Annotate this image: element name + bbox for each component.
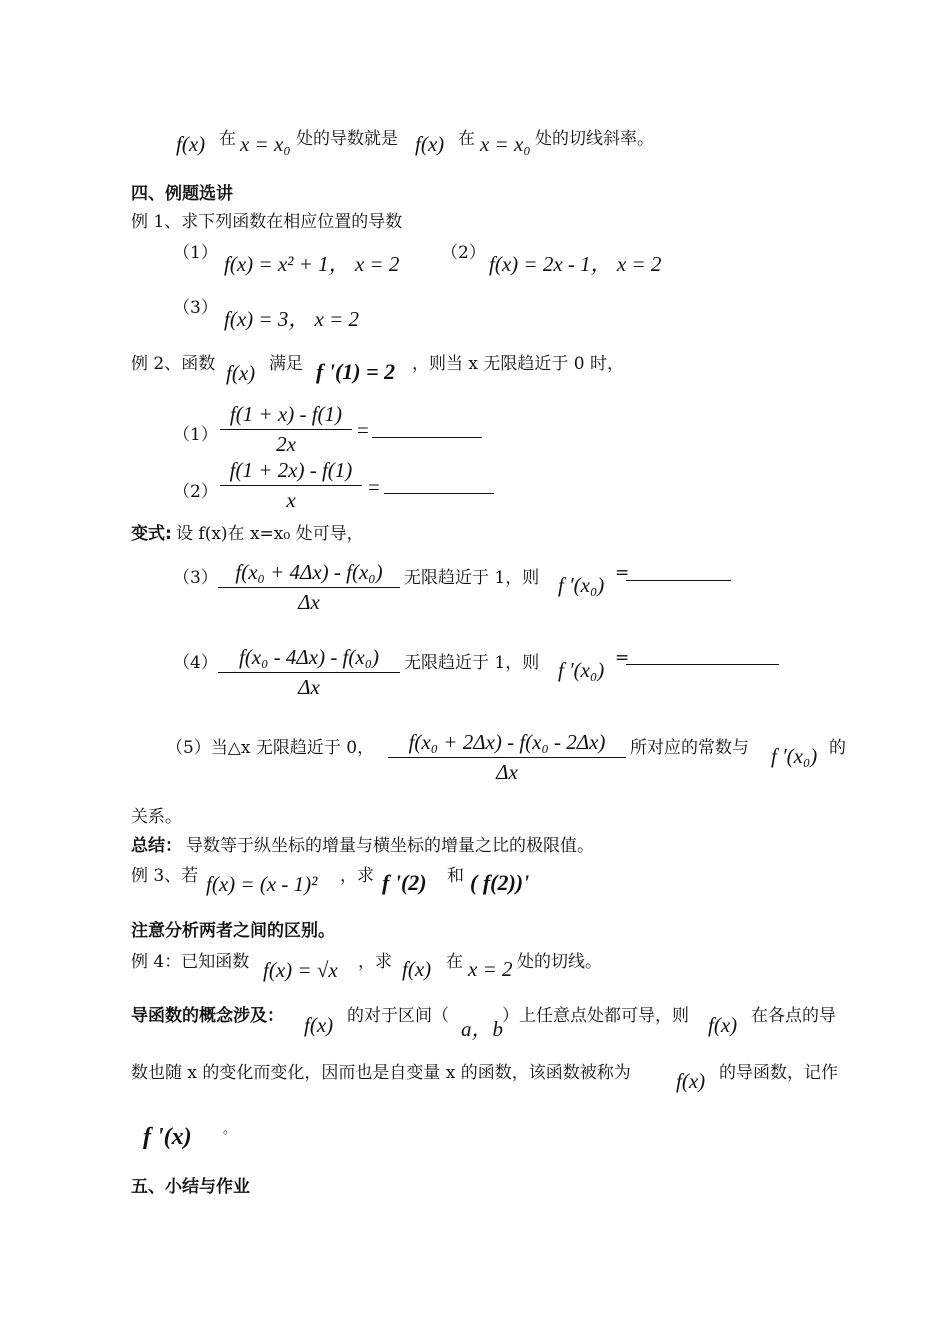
derivfn-t1: 的对于区间（ xyxy=(347,1006,449,1026)
ex3-expr: f(x) = (x - 1)² xyxy=(206,872,318,896)
ex4-fx: f(x) xyxy=(402,957,432,981)
ex2-q2-answer-blank[interactable] xyxy=(384,493,494,494)
derivfn-line2: 数也随 x 的变化而变化，因而也是自变量 x 的函数，该函数被称为 xyxy=(131,1063,631,1083)
variant-q5-numerator: f(x₀ + 2Δx) - f(x₀ - 2Δx) xyxy=(388,730,626,758)
variant-q4-mid: 无限趋近于 1，则 xyxy=(404,653,540,673)
derivfn-fx-1: f(x) xyxy=(304,1013,334,1037)
summary-text: 导数等于纵坐标的增量与横坐标的增量之比的极限值。 xyxy=(186,836,594,856)
derivfn-interval-ab: a，b xyxy=(461,1017,503,1041)
section-5-title: 五、小结与作业 xyxy=(131,1177,250,1197)
variant-q4-equals: = xyxy=(615,648,630,668)
ex3-f2-prime: ( f(2))' xyxy=(470,870,530,895)
derivfn-t4: 的导函数，记作 xyxy=(719,1063,838,1083)
ex2-q2-denominator: x xyxy=(286,488,296,512)
ex2-q1-label: （1） xyxy=(173,425,218,445)
ex2-post: ，则当 x 无限趋近于 0 时， xyxy=(412,354,625,374)
ex2-fx: f(x) xyxy=(226,361,256,385)
variant-q3-numerator: f(x₀ + 4Δx) - f(x₀) xyxy=(218,560,400,588)
derivfn-period: 。 xyxy=(223,1122,237,1137)
intro-x-eq-x0-2: x = x₀ xyxy=(480,132,531,156)
ex1-p3-label: （3） xyxy=(173,298,218,318)
variant-q3-denominator: Δx xyxy=(298,590,320,614)
variant-q5-fraction xyxy=(388,730,626,785)
ex2-q2-label: （2） xyxy=(173,482,218,502)
ex2-q2-equals: = xyxy=(368,475,380,499)
note-text: 注意分析两者之间的区别。 xyxy=(131,921,335,941)
ex2-pre: 例 2、函数 xyxy=(131,354,216,374)
derivfn-label: 导函数的概念涉及： xyxy=(131,1006,284,1026)
intro-fx-1: f(x) xyxy=(176,132,206,156)
variant-text: 设 f(x)在 x=x₀ 处可导， xyxy=(176,524,364,544)
ex1-title: 例 1、求下列函数在相应位置的导数 xyxy=(131,212,403,232)
ex3-f-prime-2: f '(2) xyxy=(382,870,427,895)
intro-zai-2: 在 xyxy=(458,129,475,149)
intro-fx-2: f(x) xyxy=(415,132,445,156)
ex4-ask: ，求 xyxy=(358,952,392,972)
derivfn-f-prime-x: f '(x) xyxy=(143,1124,192,1150)
ex1-p1-label: （1） xyxy=(173,243,218,263)
ex2-condition: f '(1) = 2 xyxy=(316,359,396,384)
ex1-p1-expr: f(x) = x² + 1， x = 2 xyxy=(224,252,400,276)
ex1-p3-expr: f(x) = 3， x = 2 xyxy=(224,307,360,331)
variant-q3-label: （3） xyxy=(173,568,218,588)
intro-end-text: 处的切线斜率。 xyxy=(535,129,654,149)
ex4-zai: 在 xyxy=(446,952,463,972)
ex2-q2-numerator: f(1 + 2x) - f(1) xyxy=(220,458,362,486)
derivfn-fx-3: f(x) xyxy=(676,1069,706,1093)
ex4-end: 处的切线。 xyxy=(517,952,602,972)
ex2-q1-answer-blank[interactable] xyxy=(372,437,482,438)
derivfn-fx-2: f(x) xyxy=(708,1013,738,1037)
variant-q5-mid: 所对应的常数与 xyxy=(630,738,749,758)
intro-mid-text: 处的导数就是 xyxy=(296,129,398,149)
variant-q4-fraction xyxy=(218,645,400,700)
variant-q3-equals: = xyxy=(615,563,630,583)
variant-q5-fprime: f ′(x₀) xyxy=(771,744,818,768)
variant-q3-fprime: f ′(x₀) xyxy=(558,573,605,597)
variant-q5-pre: （5）当△x 无限趋近于 0， xyxy=(166,738,375,758)
variant-q4-answer-blank[interactable] xyxy=(626,664,779,665)
variant-q4-numerator: f(x₀ - 4Δx) - f(x₀) xyxy=(218,645,400,673)
variant-q5-denominator: Δx xyxy=(496,760,518,784)
variant-q3-fraction xyxy=(218,560,400,615)
ex2-q1-fraction xyxy=(220,402,352,457)
ex2-q2-fraction xyxy=(220,458,362,513)
ex4-pre: 例 4：已知函数 xyxy=(131,952,250,972)
derivfn-t3: 在各点的导 xyxy=(751,1006,836,1026)
ex1-p2-label: （2） xyxy=(441,243,486,263)
ex2-q1-denominator: 2x xyxy=(276,432,296,456)
section-4-title: 四、例题选讲 xyxy=(131,184,233,204)
ex1-p2-expr: f(x) = 2x - 1， x = 2 xyxy=(489,252,662,276)
ex4-expr: f(x) = √x xyxy=(263,958,338,982)
ex3-ask: ，求 xyxy=(340,866,374,886)
variant-q3-answer-blank[interactable] xyxy=(626,580,731,581)
derivfn-t2: ）上任意点处都可导，则 xyxy=(502,1006,689,1026)
variant-q5-de: 的 xyxy=(829,738,846,758)
ex2-q1-numerator: f(1 + x) - f(1) xyxy=(220,402,352,430)
ex2-satisfy: 满足 xyxy=(269,354,303,374)
intro-zai-1: 在 xyxy=(219,129,236,149)
ex2-q1-equals: = xyxy=(357,418,369,442)
variant-q3-mid: 无限趋近于 1，则 xyxy=(404,568,540,588)
ex3-and: 和 xyxy=(447,866,464,886)
summary-label: 总结： xyxy=(131,836,182,856)
variant-q4-denominator: Δx xyxy=(298,675,320,699)
ex4-x-eq-2: x = 2 xyxy=(468,957,513,981)
ex3-pre: 例 3、若 xyxy=(131,866,199,886)
variant-label: 变式: xyxy=(131,524,172,544)
variant-q4-label: （4） xyxy=(173,653,218,673)
variant-q5-end: 关系。 xyxy=(131,807,182,827)
intro-x-eq-x0-1: x = x₀ xyxy=(240,132,291,156)
variant-q4-fprime: f ′(x₀) xyxy=(558,658,605,682)
